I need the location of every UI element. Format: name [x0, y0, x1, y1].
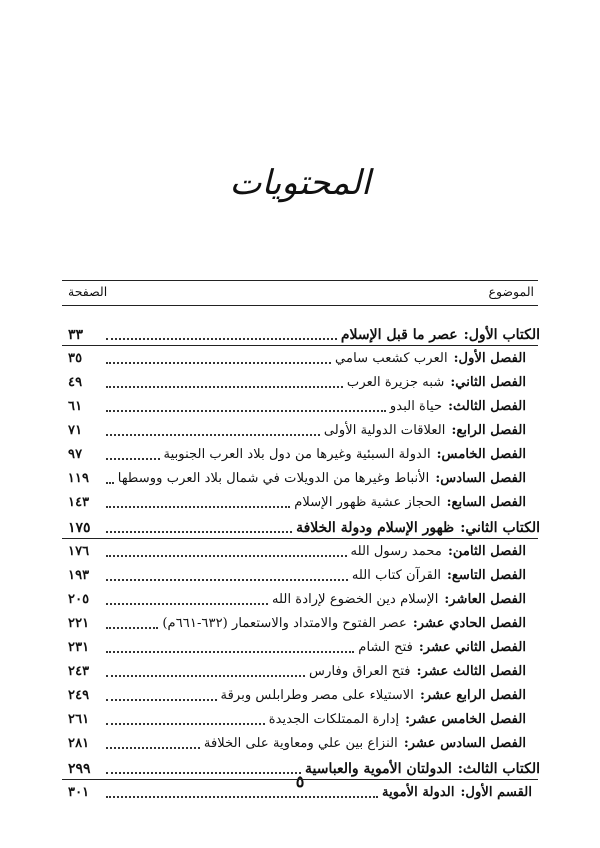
- toc-header: [68, 284, 534, 302]
- entry-label: الفصل الأول:: [453, 351, 526, 366]
- toc-chapter-entry[interactable]: [68, 346, 540, 368]
- entry-page-number: ٢٠٥: [68, 592, 90, 607]
- book-underline-rule: [62, 538, 538, 539]
- page-title: المحتويات: [229, 163, 371, 203]
- header-top-rule: [62, 280, 538, 281]
- dot-leader: [106, 747, 200, 749]
- entry-title: ظهور الإسلام ودولة الخلافة: [296, 520, 455, 536]
- entry-title: الحجاز عشية ظهور الإسلام: [294, 495, 441, 510]
- entry-title: القرآن كتاب الله: [351, 568, 442, 583]
- entry-page-number: ٣٥: [68, 351, 83, 366]
- entry-title: إدارة الممتلكات الجديدة: [268, 712, 400, 727]
- dot-leader: [106, 458, 160, 460]
- entry-title: الأنباط وغيرها من الدويلات في شمال بلاد العرب ووسطها: [117, 471, 430, 486]
- entry-title: شبه جزيرة العرب: [346, 375, 445, 390]
- topic-column-label: الموضوع: [488, 284, 534, 299]
- entry-label: الكتاب الثالث:: [457, 761, 540, 777]
- toc-chapter-entry[interactable]: [68, 611, 540, 633]
- entry-page-number: ٣٠١: [68, 785, 90, 800]
- entry-title: محمد رسول الله: [350, 544, 442, 559]
- entry-page-number: ٧١: [68, 423, 83, 438]
- entry-page-number: ١٩٣: [68, 568, 90, 583]
- dot-leader: [106, 555, 347, 557]
- header-bottom-rule: [62, 305, 538, 306]
- dot-leader: [106, 362, 331, 364]
- entry-title: فتح العراق وفارس: [309, 664, 411, 679]
- toc-chapter-entry[interactable]: [68, 587, 540, 609]
- entry-label: الفصل الثاني:: [450, 375, 526, 390]
- dot-leader: [106, 338, 337, 340]
- dot-leader: [106, 506, 290, 508]
- toc-book-entry[interactable]: [68, 515, 540, 537]
- entry-page-number: ٢٤٩: [68, 688, 90, 703]
- entry-label: الفصل الحادي عشر:: [412, 616, 526, 631]
- toc-chapter-entry[interactable]: [68, 466, 540, 488]
- entry-page-number: ٣٣: [68, 327, 84, 343]
- entry-page-number: ١٤٣: [68, 495, 90, 510]
- entry-page-number: ٤٩: [68, 375, 83, 390]
- entry-label: الفصل الثالث عشر:: [416, 664, 526, 679]
- entry-label: الفصل السادس:: [435, 471, 526, 486]
- entry-title: النزاع بين علي ومعاوية على الخلافة: [203, 736, 398, 751]
- toc-chapter-entry[interactable]: [68, 635, 540, 657]
- dot-leader: [106, 482, 114, 484]
- dot-leader: [106, 579, 348, 581]
- entry-page-number: ٢٩٩: [68, 761, 91, 777]
- entry-label: الفصل الثالث:: [448, 399, 526, 414]
- dot-leader: [106, 410, 386, 412]
- toc-chapter-entry[interactable]: [68, 731, 540, 753]
- entry-page-number: ٩٧: [68, 447, 83, 462]
- entry-label: القسم الأول:: [460, 785, 532, 800]
- toc-chapter-entry[interactable]: [68, 539, 540, 561]
- page-column-label: الصفحة: [68, 284, 108, 299]
- entry-page-number: ١٧٥: [68, 520, 91, 536]
- entry-title: الإسلام دين الخضوع لإرادة الله: [271, 592, 439, 607]
- entry-label: الفصل الرابع عشر:: [419, 688, 526, 703]
- entry-title: فتح الشام: [358, 640, 413, 655]
- toc-chapter-entry[interactable]: [68, 707, 540, 729]
- entry-title: عصر ما قبل الإسلام: [340, 327, 458, 343]
- book-underline-rule: [62, 779, 538, 780]
- entry-page-number: ١٧٦: [68, 544, 90, 559]
- entry-label: الفصل السابع:: [446, 495, 526, 510]
- dot-leader: [106, 699, 217, 701]
- dot-leader: [106, 434, 320, 436]
- entry-page-number: ٢٦١: [68, 712, 90, 727]
- book-underline-rule: [62, 345, 538, 346]
- dot-leader: [106, 723, 265, 725]
- entry-title: الدولة الأموية: [382, 785, 455, 800]
- entry-title: العرب كشعب سامي: [335, 351, 448, 366]
- entry-title: عصر الفتوح والامتداد والاستعمار (٦٣٢-٦٦١م): [162, 616, 407, 631]
- entry-page-number: ٢٤٣: [68, 664, 90, 679]
- toc-chapter-entry[interactable]: [68, 659, 540, 681]
- entry-label: الفصل الرابع:: [451, 423, 526, 438]
- toc-chapter-entry[interactable]: [68, 490, 540, 512]
- page-number: ٥: [295, 772, 305, 791]
- entry-title: حياة البدو: [389, 399, 443, 414]
- dot-leader: [106, 386, 343, 388]
- toc-chapter-entry[interactable]: [68, 418, 540, 440]
- entry-title: الدولتان الأموية والعباسية: [305, 761, 452, 777]
- dot-leader: [106, 627, 158, 629]
- entry-label: الفصل الثامن:: [447, 544, 526, 559]
- entry-page-number: ٢٢١: [68, 616, 90, 631]
- entry-label: الفصل العاشر:: [444, 592, 526, 607]
- toc-chapter-entry[interactable]: [68, 563, 540, 585]
- entry-title: العلاقات الدولية الأولى: [323, 423, 446, 438]
- entry-label: الفصل الخامس:: [436, 447, 526, 462]
- entry-label: الكتاب الأول:: [463, 327, 540, 343]
- entry-label: الفصل الخامس عشر:: [405, 712, 526, 727]
- dot-leader: [106, 531, 292, 533]
- entry-label: الفصل التاسع:: [447, 568, 526, 583]
- entry-title: الدولة السبئية وغيرها من دول بلاد العرب الجنوبية: [163, 447, 431, 462]
- entry-page-number: ٢٣١: [68, 640, 90, 655]
- toc-chapter-entry[interactable]: [68, 394, 540, 416]
- dot-leader: [106, 796, 378, 798]
- entry-page-number: ٦١: [68, 399, 83, 414]
- dot-leader: [106, 651, 354, 653]
- entry-page-number: ٢٨١: [68, 736, 90, 751]
- toc-book-entry[interactable]: [68, 322, 540, 344]
- entry-page-number: ١١٩: [67, 471, 90, 486]
- dot-leader: [106, 603, 268, 605]
- entry-label: الفصل السادس عشر:: [403, 736, 526, 751]
- toc-chapter-entry[interactable]: [68, 442, 540, 464]
- entry-label: الكتاب الثاني:: [460, 520, 540, 536]
- toc-chapter-entry[interactable]: [68, 683, 540, 705]
- entry-title: الاستيلاء على مصر وطرابلس وبرقة: [220, 688, 414, 703]
- dot-leader: [106, 675, 305, 677]
- toc-chapter-entry[interactable]: [68, 370, 540, 392]
- entry-label: الفصل الثاني عشر:: [418, 640, 526, 655]
